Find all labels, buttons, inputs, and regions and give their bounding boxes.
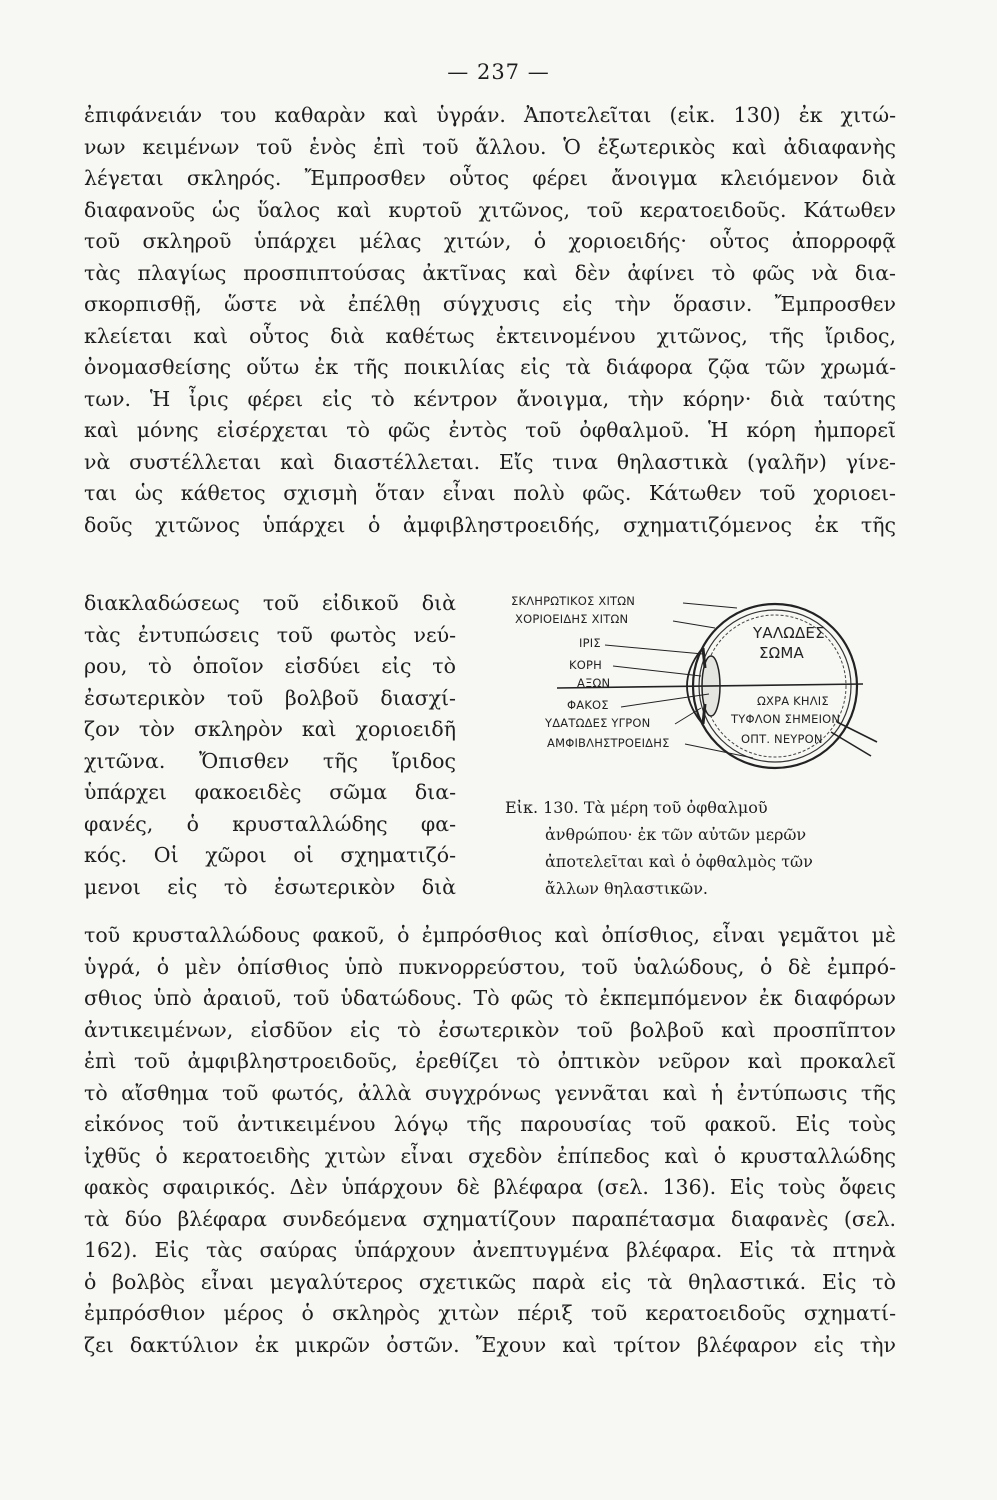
body-text-wrapped — [84, 588, 456, 903]
label-blind-spot: ΤΥΦΛΟΝ ΣΗΜΕΙΟΝ — [731, 712, 841, 726]
text-line: εἰκόνος τοῦ ἀντικειμένου λόγῳ τῆς παρουσίας τοῦ φακοῦ. Εἰς τοὺς — [84, 1112, 896, 1136]
text-line: τοῦ κρυσταλλώδους φακοῦ, ὁ ἐμπρόσθιος καὶ ὀπίσθιος, εἶναι γεμᾶτοι μὲ — [84, 923, 896, 947]
label-pupil: ΚΟΡΗ — [569, 658, 602, 672]
text-line: ται ὡς κάθετος σχισμὴ ὅταν εἶναι πολὺ φῶς. Κάτωθεν τοῦ χοριοει- — [84, 481, 896, 505]
label-vitreous-1: ΥΑΛΩΔΕΣ — [753, 624, 825, 642]
text-line: ἰχθῦς ὁ κερατοειδὴς χιτὼν εἶναι σχεδὸν ἐπίπεδος καὶ ὁ κρυσταλλώδης — [84, 1143, 896, 1168]
label-macula: ΩΧΡΑ ΚΗΛΙΣ — [757, 694, 829, 708]
text-line: τὰς ἐντυπώσεις τοῦ φωτὸς νεύ- — [84, 622, 456, 647]
text-line: ἐπιφάνειάν του καθαρὰν καὶ ὑγράν. Ἀποτελεῖται (εἰκ. 130) ἐκ χιτώ- — [84, 103, 896, 127]
label-lens: ΦΑΚΟΣ — [567, 698, 609, 712]
text-line: τοῦ σκληροῦ ὑπάρχει μέλας χιτών, ὁ χοριοειδής· οὗτος ἀπορροφᾷ — [84, 229, 896, 253]
text-line: ζει δακτύλιον ἐκ μικρῶν ὀστῶν. Ἔχουν καὶ τρίτον βλέφαρον εἰς τὴν — [84, 1332, 896, 1357]
text-line: τὸ αἴσθημα τοῦ φωτός, ἀλλὰ συγχρόνως γεννᾶται καὶ ἡ ἐντύπωσις τῆς — [84, 1080, 896, 1105]
text-line: νων κειμένων τοῦ ἑνὸς ἐπὶ τοῦ ἄλλου. Ὁ ἐξωτερικὸς καὶ ἀδιαφανὴς — [84, 134, 896, 159]
text-line: ἐμπρόσθιον μέρος ὁ σκληρὸς χιτὼν πέριξ τοῦ κερατοειδοῦς σχηματί- — [84, 1301, 896, 1325]
label-sclera: ΣΚΛΗΡΩΤΙΚΟΣ ΧΙΤΩΝ — [511, 594, 636, 608]
text-line: δοῦς χιτῶνος ὑπάρχει ὁ ἀμφιβληστροειδής, σχηματιζόμενος ἐκ τῆς — [84, 512, 896, 537]
text-line: ὀνομασθείσης οὕτω ἐκ τῆς ποικιλίας εἰς τὰ διάφορα ζῷα τῶν χρωμά- — [84, 355, 896, 379]
eye-diagram — [505, 590, 900, 790]
page-number: — 237 — — [447, 60, 550, 84]
label-retina: ΑΜΦΙΒΛΗΣΤΡΟΕΙΔΗΣ — [547, 736, 670, 750]
text-line: κλείεται καὶ οὗτος διὰ καθέτως ἐκτεινομένου χιτῶνος, τῆς ἴριδος, — [84, 323, 896, 348]
label-optic-nerve: ΟΠΤ. ΝΕΥΡΟΝ — [741, 732, 823, 746]
text-line: ζον τὸν σκληρὸν καὶ χοριοειδῆ — [84, 717, 456, 741]
text-line: μενοι εἰς τὸ ἐσωτερικὸν διὰ — [84, 874, 456, 899]
text-line: ἀντικειμένων, εἰσδῦον εἰς τὸ ἐσωτερικὸν τοῦ βολβοῦ καὶ προσπῖπτον — [84, 1017, 896, 1042]
iris-upper — [703, 648, 705, 668]
text-line: ρου, τὸ ὁποῖον εἰσδύει εἰς τὸ — [84, 654, 456, 678]
text-line: νὰ συστέλλεται καὶ διαστέλλεται. Εἴς τινα θηλαστικὰ (γαλῆν) γίνε- — [84, 449, 896, 474]
text-line: φακὸς σφαιρικός. Δὲν ὑπάρχουν δὲ βλέφαρα (σελ. 136). Εἰς τοὺς ὄφεις — [84, 1175, 896, 1199]
text-line: καὶ μόνης εἰσέρχεται τὸ φῶς ἐντὸς τοῦ ὀφθαλμοῦ. Ἡ κόρη ἠμπορεῖ — [84, 418, 896, 442]
text-line: διακλαδώσεως τοῦ εἰδικοῦ διὰ — [84, 591, 456, 615]
text-line: των. Ἡ ἶρις φέρει εἰς τὸ κέντρον ἄνοιγμα, τὴν κόρην· διὰ ταύτης — [84, 386, 896, 411]
text-line: ὑπάρχει φακοειδὲς σῶμα δια- — [84, 780, 456, 804]
text-line: ἐπὶ τοῦ ἀμφιβληστροειδοῦς, ἐρεθίζει τὸ ὀπτικὸν νεῦρον καὶ προκαλεῖ — [84, 1049, 896, 1073]
text-line: σκορπισθῇ, ὥστε νὰ ἐπέλθῃ σύγχυσις εἰς τὴν ὅρασιν. Ἔμπροσθεν — [84, 292, 896, 316]
text-line: λέγεται σκληρός. Ἔμπροσθεν οὗτος φέρει ἄνοιγμα κλειόμενον διὰ — [84, 166, 896, 190]
caption-line: ἀποτελεῖται καὶ ὁ ὀφθαλμὸς τῶν — [545, 852, 813, 871]
label-iris: ΙΡΙΣ — [579, 636, 601, 650]
caption-line: ἀνθρώπου· ἐκ τῶν αὐτῶν μερῶν — [545, 825, 807, 844]
text-line: ἐσωτερικὸν τοῦ βολβοῦ διασχί- — [84, 685, 456, 710]
label-aqueous: ΥΔΑΤΩΔΕΣ ΥΓΡΟΝ — [545, 716, 651, 730]
caption-line: Εἰκ. 130. Τὰ μέρη τοῦ ὀφθαλμοῦ — [505, 798, 768, 817]
text-line: ὑγρά, ὁ μὲν ὀπίσθιος ὑπὸ πυκνορρεύστου, τοῦ ὑαλώδους, ὁ δὲ ἐμπρό- — [84, 954, 896, 979]
caption-line: ἄλλων θηλαστικῶν. — [545, 879, 709, 898]
text-line: χιτῶνα. Ὄπισθεν τῆς ἴριδος — [84, 748, 456, 773]
iris-lower — [703, 704, 705, 724]
body-text-lower — [84, 920, 896, 1361]
text-line: φανές, ὁ κρυσταλλώδης φα- — [84, 811, 456, 836]
body-text-top — [84, 100, 896, 541]
text-line: 162). Εἰς τὰς σαύρας ὑπάρχουν ἀνεπτυγμένα βλέφαρα. Εἰς τὰ πτηνὰ — [84, 1238, 896, 1262]
text-line: σθιος ὑπὸ ἀραιοῦ, τοῦ ὑδατώδους. Τὸ φῶς τὸ ἐκπεμπόμενον ἐκ διαφόρων — [84, 986, 896, 1010]
text-line: τὰ δύο βλέφαρα συνδεόμενα σχηματίζουν παραπέτασμα διαφανὲς (σελ. — [84, 1206, 896, 1231]
text-line: τὰς πλαγίως προσπιπτούσας ἀκτῖνας καὶ δὲν ἀφίνει τὸ φῶς νὰ δια- — [84, 260, 896, 285]
text-line: ὁ βολβὸς εἶναι μεγαλύτερος σχετικῶς παρὰ εἰς τὰ θηλαστικά. Εἰς τὸ — [84, 1269, 896, 1294]
text-line: διαφανοῦς ὡς ὕαλος καὶ κυρτοῦ χιτῶνος, τοῦ κερατοειδοῦς. Κάτωθεν — [84, 197, 896, 222]
label-vitreous-2: ΣΩΜΑ — [759, 644, 804, 662]
label-choroid: ΧΟΡΙΟΕΙΔΗΣ ΧΙΤΩΝ — [515, 612, 629, 626]
figure-caption — [505, 794, 900, 902]
text-line: κός. Οἱ χῶροι οἱ σχηματιζό- — [84, 843, 456, 867]
label-axis: ΑΞΩΝ — [577, 676, 611, 690]
